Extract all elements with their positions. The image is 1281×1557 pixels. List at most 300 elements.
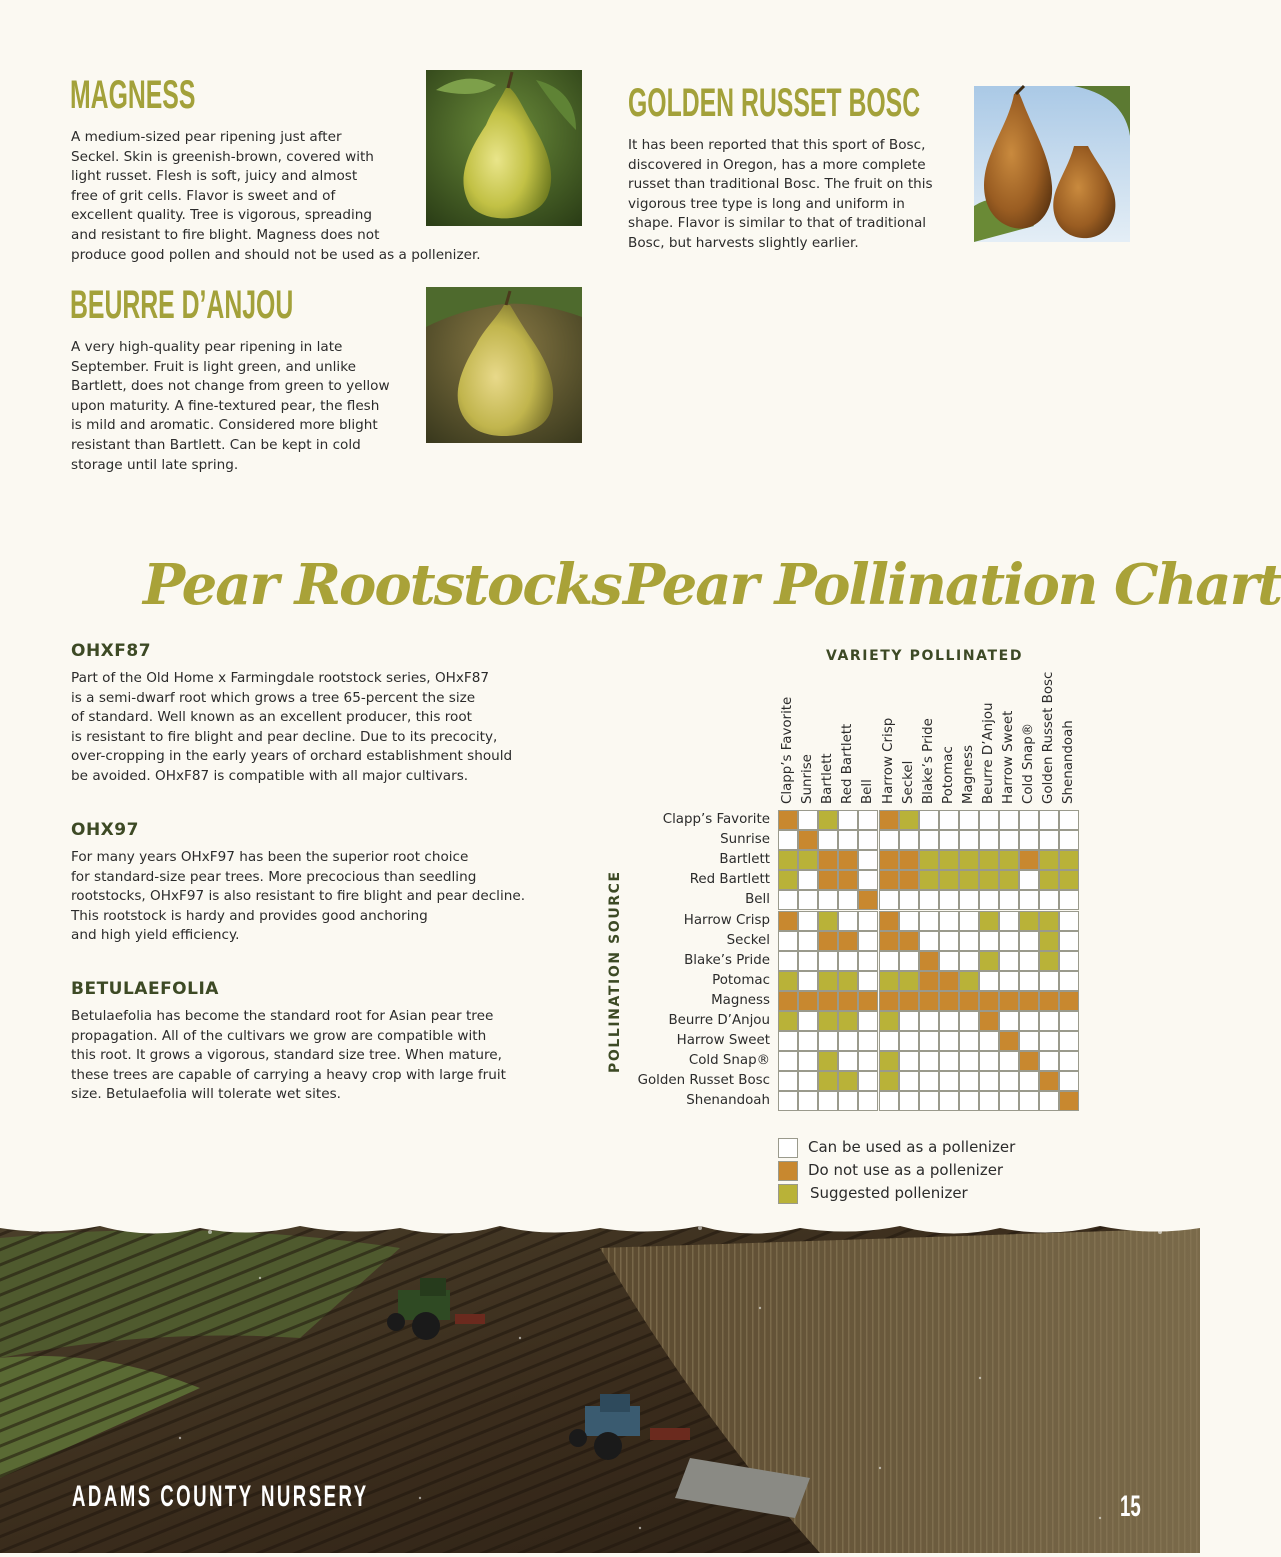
chart-cell (1059, 830, 1079, 850)
text-line: over-cropping in the early years of orchard establishment should (71, 748, 513, 765)
chart-cell (818, 971, 838, 991)
text-line: A medium-sized pear ripening just after (71, 129, 342, 145)
row-label: Harrow Sweet (676, 1033, 770, 1049)
text-line: excellent quality. Tree is vigorous, spreading (71, 207, 373, 224)
row-label: Bartlett (719, 852, 770, 868)
chart-cell (1059, 890, 1079, 910)
chart-cell (838, 810, 858, 830)
column-label: Bartlett (820, 753, 836, 804)
chart-cell (838, 991, 858, 1011)
chart-cell (939, 931, 959, 951)
text-line: produce good pollen and should not be used as a pollenizer. (71, 246, 481, 263)
chart-cell (1059, 971, 1079, 991)
chart-cell (838, 850, 858, 870)
chart-cell (879, 1091, 899, 1111)
column-label: Blake’s Pride (920, 718, 936, 804)
chart-cell (778, 931, 798, 951)
chart-cell (838, 1051, 858, 1071)
chart-cell (1039, 931, 1059, 951)
chart-cell (818, 911, 838, 931)
chart-cell (838, 931, 858, 951)
chart-cell (838, 911, 858, 931)
chart-cell (899, 991, 919, 1011)
chart-cell (879, 1071, 899, 1091)
farm-field-photo (0, 1218, 1200, 1553)
chart-cell (858, 1071, 878, 1091)
chart-cell (818, 1051, 838, 1071)
chart-cell (999, 1051, 1019, 1071)
chart-cell (999, 890, 1019, 910)
chart-cell (798, 1091, 818, 1111)
legend-swatch-do-not-use (778, 1161, 798, 1181)
chart-cell (818, 991, 838, 1011)
chart-cell (1039, 1051, 1059, 1071)
chart-cell (879, 810, 899, 830)
chart-cell (919, 971, 939, 991)
chart-cell (979, 951, 999, 971)
chart-cell (858, 1011, 878, 1031)
chart-cell (1019, 810, 1039, 830)
chart-cell (959, 1051, 979, 1071)
chart-cell (818, 870, 838, 890)
column-label: Sunrise (800, 754, 816, 804)
chart-cell (778, 911, 798, 931)
chart-cell (1039, 870, 1059, 890)
page-number: 15 (1120, 1490, 1141, 1523)
chart-cell (939, 1011, 959, 1031)
chart-cell (838, 830, 858, 850)
chart-cell (939, 991, 959, 1011)
chart-cell (1039, 1091, 1059, 1111)
row-label: Golden Russet Bosc (637, 1073, 770, 1089)
chart-cell (778, 1091, 798, 1111)
chart-cell (1059, 951, 1079, 971)
chart-cell (1039, 911, 1059, 931)
chart-cell (919, 991, 939, 1011)
chart-cell (939, 1051, 959, 1071)
row-label: Cold Snap® (688, 1053, 770, 1069)
chart-cell (879, 951, 899, 971)
chart-cell (798, 830, 818, 850)
chart-cell (959, 971, 979, 991)
text-line: upon maturity. A fine-textured pear, the flesh (71, 397, 380, 414)
chart-cell (899, 1031, 919, 1051)
text-line: free of grit cells. Flavor is sweet and of (71, 187, 336, 204)
chart-cell (939, 830, 959, 850)
chart-cell (919, 850, 939, 870)
text-line: these trees are capable of carrying a heavy crop with large fruit (71, 1066, 506, 1083)
chart-cell (959, 810, 979, 830)
text-line: Seckel. Skin is greenish-brown, covered with (71, 148, 374, 165)
chart-cell (999, 830, 1019, 850)
chart-cell (778, 850, 798, 870)
chart-cell (778, 991, 798, 1011)
chart-cell (1059, 991, 1079, 1011)
chart-cell (919, 1011, 939, 1031)
chart-cell (858, 931, 878, 951)
chart-cell (919, 1031, 939, 1051)
chart-cell (959, 1091, 979, 1111)
chart-cell (899, 931, 919, 951)
chart-cell (858, 810, 878, 830)
row-axis-title: POLLINATION SOURCE (607, 870, 623, 1073)
chart-cell (919, 830, 939, 850)
text-line: is a semi-dwarf root which grows a tree 65-percent the size (71, 689, 476, 706)
chart-cell (899, 850, 919, 870)
chart-cell (858, 1051, 878, 1071)
chart-cell (919, 931, 939, 951)
row-label: Seckel (726, 932, 770, 948)
chart-cell (899, 1071, 919, 1091)
chart-cell (1039, 971, 1059, 991)
chart-cell (1039, 830, 1059, 850)
chart-cell (999, 951, 1019, 971)
chart-cell (959, 991, 979, 1011)
chart-cell (838, 1031, 858, 1051)
text-line: light russet. Flesh is soft, juicy and almost (71, 168, 358, 185)
chart-cell (879, 1051, 899, 1071)
chart-cell (818, 850, 838, 870)
chart-cell (798, 810, 818, 830)
legend-label-suggested: Suggested pollenizer (810, 1184, 968, 1202)
chart-cell (1059, 1051, 1079, 1071)
chart-cell (1019, 830, 1039, 850)
chart-cell (879, 870, 899, 890)
chart-cell (818, 1091, 838, 1111)
chart-cell (818, 1071, 838, 1091)
chart-cell (1059, 870, 1079, 890)
chart-cell (919, 951, 939, 971)
chart-cell (999, 971, 1019, 991)
chart-cell (798, 991, 818, 1011)
chart-cell (798, 951, 818, 971)
chart-cell (959, 1071, 979, 1091)
chart-cell (1039, 810, 1059, 830)
chart-cell (939, 810, 959, 830)
chart-cell (1059, 1071, 1079, 1091)
chart-cell (939, 1031, 959, 1051)
chart-cell (858, 1091, 878, 1111)
chart-cell (1039, 1031, 1059, 1051)
chart-cell (1019, 870, 1039, 890)
chart-cell (919, 1051, 939, 1071)
chart-cell (818, 890, 838, 910)
chart-cell (1059, 1031, 1079, 1051)
chart-cell (959, 951, 979, 971)
chart-cell (919, 911, 939, 931)
column-label: Harrow Crisp (880, 717, 896, 804)
text-line: russet than traditional Bosc. The fruit on this (628, 176, 933, 193)
chart-cell (1019, 890, 1039, 910)
chart-cell (1059, 911, 1079, 931)
chart-cell (979, 991, 999, 1011)
text-line: and high yield efficiency. (71, 927, 240, 944)
row-label: Clapp’s Favorite (662, 812, 770, 827)
rootstocks-heading: Pear Rootstocks (143, 552, 621, 618)
chart-cell (798, 870, 818, 890)
chart-cell (1019, 951, 1039, 971)
chart-cell (939, 890, 959, 910)
chart-cell (858, 1031, 878, 1051)
brand-name: ADAMS COUNTY NURSERY (72, 1480, 369, 1513)
legend-swatch-can-use (778, 1138, 798, 1158)
chart-cell (979, 870, 999, 890)
text-line: for standard-size pear trees. More precocious than seedling (71, 868, 477, 885)
chart-cell (919, 890, 939, 910)
chart-cell (999, 931, 1019, 951)
chart-cell (818, 830, 838, 850)
text-line: Betulaefolia has become the standard root for Asian pear tree (71, 1008, 494, 1024)
chart-cell (979, 1031, 999, 1051)
legend-label-do-not-use: Do not use as a pollenizer (808, 1161, 1004, 1179)
text-line: Bartlett, does not change from green to yellow (71, 378, 390, 395)
column-label: Cold Snap® (1021, 722, 1037, 804)
chart-cell (798, 1011, 818, 1031)
chart-cell (979, 830, 999, 850)
chart-cell (939, 911, 959, 931)
chart-cell (939, 1071, 959, 1091)
chart-cell (879, 911, 899, 931)
text-line: propagation. All of the cultivars we grow are compatible with (71, 1027, 487, 1044)
row-label: Magness (711, 992, 770, 1008)
chart-cell (999, 1071, 1019, 1091)
chart-cell (959, 890, 979, 910)
chart-cell (899, 951, 919, 971)
chart-cell (798, 931, 818, 951)
chart-cell (999, 850, 1019, 870)
chart-cell (999, 1091, 1019, 1111)
row-label: Sunrise (720, 832, 770, 848)
text-line: vigorous tree type is long and uniform in (628, 195, 905, 212)
column-label: Magness (960, 745, 976, 804)
chart-cell (919, 1091, 939, 1111)
chart-cell (778, 870, 798, 890)
legend-swatch-suggested (778, 1184, 798, 1204)
chart-cell (1059, 1091, 1079, 1111)
chart-cell (999, 1011, 1019, 1031)
chart-cell (979, 1051, 999, 1071)
column-label: Potomac (940, 746, 956, 804)
chart-cell (778, 1011, 798, 1031)
chart-cell (838, 1011, 858, 1031)
chart-cell (1019, 1011, 1039, 1031)
chart-cell (838, 971, 858, 991)
text-line: storage until late spring. (71, 456, 239, 473)
chart-cell (1019, 1051, 1039, 1071)
chart-cell (1039, 1011, 1059, 1031)
column-label: Beurre D’Anjou (981, 702, 996, 804)
variety-title-magness: MAGNESS (70, 73, 196, 117)
chart-cell (838, 890, 858, 910)
chart-cell (979, 1071, 999, 1091)
chart-cell (999, 810, 1019, 830)
chart-cell (879, 890, 899, 910)
column-label: Red Bartlett (840, 723, 856, 804)
text-line: For many years OHxF97 has been the superior root choice (71, 849, 469, 865)
chart-cell (798, 850, 818, 870)
row-label: Red Bartlett (689, 872, 770, 888)
chart-cell (939, 1091, 959, 1111)
chart-cell (899, 1011, 919, 1031)
column-label: Harrow Sweet (1001, 710, 1017, 804)
text-line: size. Betulaefolia will tolerate wet sites. (71, 1086, 341, 1103)
chart-cell (838, 870, 858, 890)
chart-cell (999, 911, 1019, 931)
chart-cell (838, 1071, 858, 1091)
column-label: Seckel (900, 760, 916, 804)
chart-cell (778, 810, 798, 830)
chart-cell (979, 850, 999, 870)
chart-cell (818, 1011, 838, 1031)
chart-cell (818, 1031, 838, 1051)
chart-cell (1039, 850, 1059, 870)
chart-cell (1059, 850, 1079, 870)
chart-cell (1019, 931, 1039, 951)
chart-cell (1019, 1071, 1039, 1091)
text-line: this root. It grows a vigorous, standard size tree. When mature, (71, 1047, 502, 1064)
legend-label-can-use: Can be used as a pollenizer (808, 1138, 1016, 1156)
chart-cell (778, 1031, 798, 1051)
chart-cell (1019, 1091, 1039, 1111)
chart-cell (939, 971, 959, 991)
chart-cell (959, 830, 979, 850)
row-label: Beurre D’Anjou (668, 1013, 770, 1028)
chart-cell (798, 1051, 818, 1071)
text-line: shape. Flavor is similar to that of traditional (628, 215, 927, 232)
chart-cell (899, 890, 919, 910)
column-label: Golden Russet Bosc (1041, 671, 1057, 804)
rootstock-title-ohxf87: OHXF87 (71, 641, 152, 661)
chart-cell (1059, 810, 1079, 830)
chart-cell (979, 1011, 999, 1031)
chart-cell (778, 1071, 798, 1091)
chart-cell (798, 1031, 818, 1051)
chart-cell (818, 810, 838, 830)
text-line: is resistant to fire blight and pear decline. Due to its precocity, (71, 728, 498, 745)
text-line: of standard. Well known as an excellent producer, this root (71, 709, 472, 726)
text-line: and resistant to fire blight. Magness does not (71, 226, 380, 243)
row-label: Blake’s Pride (684, 952, 770, 968)
chart-cell (979, 810, 999, 830)
chart-cell (1039, 991, 1059, 1011)
rootstock-title-betulaefolia: BETULAEFOLIA (71, 979, 219, 999)
chart-cell (858, 870, 878, 890)
chart-cell (939, 870, 959, 890)
chart-cell (858, 830, 878, 850)
chart-cell (1019, 971, 1039, 991)
chart-cell (959, 850, 979, 870)
text-line: be avoided. OHxF87 is compatible with all major cultivars. (71, 767, 469, 784)
chart-cell (939, 850, 959, 870)
chart-cell (778, 971, 798, 991)
chart-cell (1039, 1071, 1059, 1091)
chart-cell (999, 1031, 1019, 1051)
rootstock-title-ohx97: OHX97 (71, 820, 139, 840)
chart-cell (879, 850, 899, 870)
chart-cell (858, 991, 878, 1011)
chart-cell (778, 890, 798, 910)
chart-cell (1039, 951, 1059, 971)
chart-cell (798, 890, 818, 910)
chart-cell (999, 991, 1019, 1011)
chart-cell (1019, 850, 1039, 870)
chart-cell (798, 971, 818, 991)
chart-cell (919, 810, 939, 830)
row-label: Potomac (712, 972, 770, 988)
chart-cell (1059, 931, 1079, 951)
column-label: Bell (860, 779, 876, 804)
chart-cell (798, 1071, 818, 1091)
chart-cell (778, 951, 798, 971)
chart-cell (919, 870, 939, 890)
text-line: Bosc, but harvests slightly earlier. (628, 234, 859, 251)
text-line: discovered in Oregon, has a more complete (628, 156, 926, 173)
chart-cell (959, 870, 979, 890)
chart-cell (858, 911, 878, 931)
chart-cell (838, 1091, 858, 1111)
chart-cell (979, 890, 999, 910)
row-label: Bell (745, 892, 770, 908)
variety-title-beurre-danjou: BEURRE D’ANJOU (70, 283, 294, 327)
pollination-chart-heading: Pear Pollination Chart (623, 552, 1281, 618)
chart-cell (899, 1091, 919, 1111)
chart-cell (838, 951, 858, 971)
chart-cell (818, 931, 838, 951)
chart-cell (899, 971, 919, 991)
chart-cell (879, 971, 899, 991)
text-line: It has been reported that this sport of Bosc, (628, 137, 926, 153)
chart-cell (979, 971, 999, 991)
chart-cell (899, 1051, 919, 1071)
chart-cell (879, 931, 899, 951)
chart-cell (959, 1031, 979, 1051)
chart-cell (879, 991, 899, 1011)
row-label: Shenandoah (686, 1093, 770, 1109)
chart-cell (1059, 1011, 1079, 1031)
text-line: rootstocks, OHxF97 is also resistant to fire blight and pear decline. (71, 888, 526, 905)
chart-cell (899, 911, 919, 931)
text-line: resistant than Bartlett. Can be kept in cold (71, 436, 361, 453)
chart-cell (959, 1011, 979, 1031)
column-axis-title: VARIETY POLLINATED (826, 648, 1024, 664)
chart-cell (1019, 991, 1039, 1011)
chart-cell (858, 890, 878, 910)
chart-cell (798, 911, 818, 931)
chart-cell (879, 830, 899, 850)
text-line: September. Fruit is light green, and unlike (71, 358, 356, 375)
text-line: A very high-quality pear ripening in late (71, 339, 343, 355)
chart-cell (858, 951, 878, 971)
chart-cell (939, 951, 959, 971)
chart-cell (919, 1071, 939, 1091)
text-line: Part of the Old Home x Farmingdale rootstock series, OHxF87 (71, 670, 490, 686)
text-line: is mild and aromatic. Considered more blight (71, 417, 378, 434)
chart-cell (979, 1091, 999, 1111)
chart-cell (778, 830, 798, 850)
chart-cell (899, 870, 919, 890)
chart-cell (858, 971, 878, 991)
column-label: Shenandoah (1061, 720, 1077, 804)
chart-cell (899, 810, 919, 830)
chart-cell (999, 870, 1019, 890)
chart-cell (959, 931, 979, 951)
chart-cell (818, 951, 838, 971)
chart-cell (879, 1031, 899, 1051)
chart-cell (959, 911, 979, 931)
row-label: Harrow Crisp (683, 912, 770, 928)
chart-cell (1039, 890, 1059, 910)
column-label: Clapp’s Favorite (780, 696, 795, 804)
